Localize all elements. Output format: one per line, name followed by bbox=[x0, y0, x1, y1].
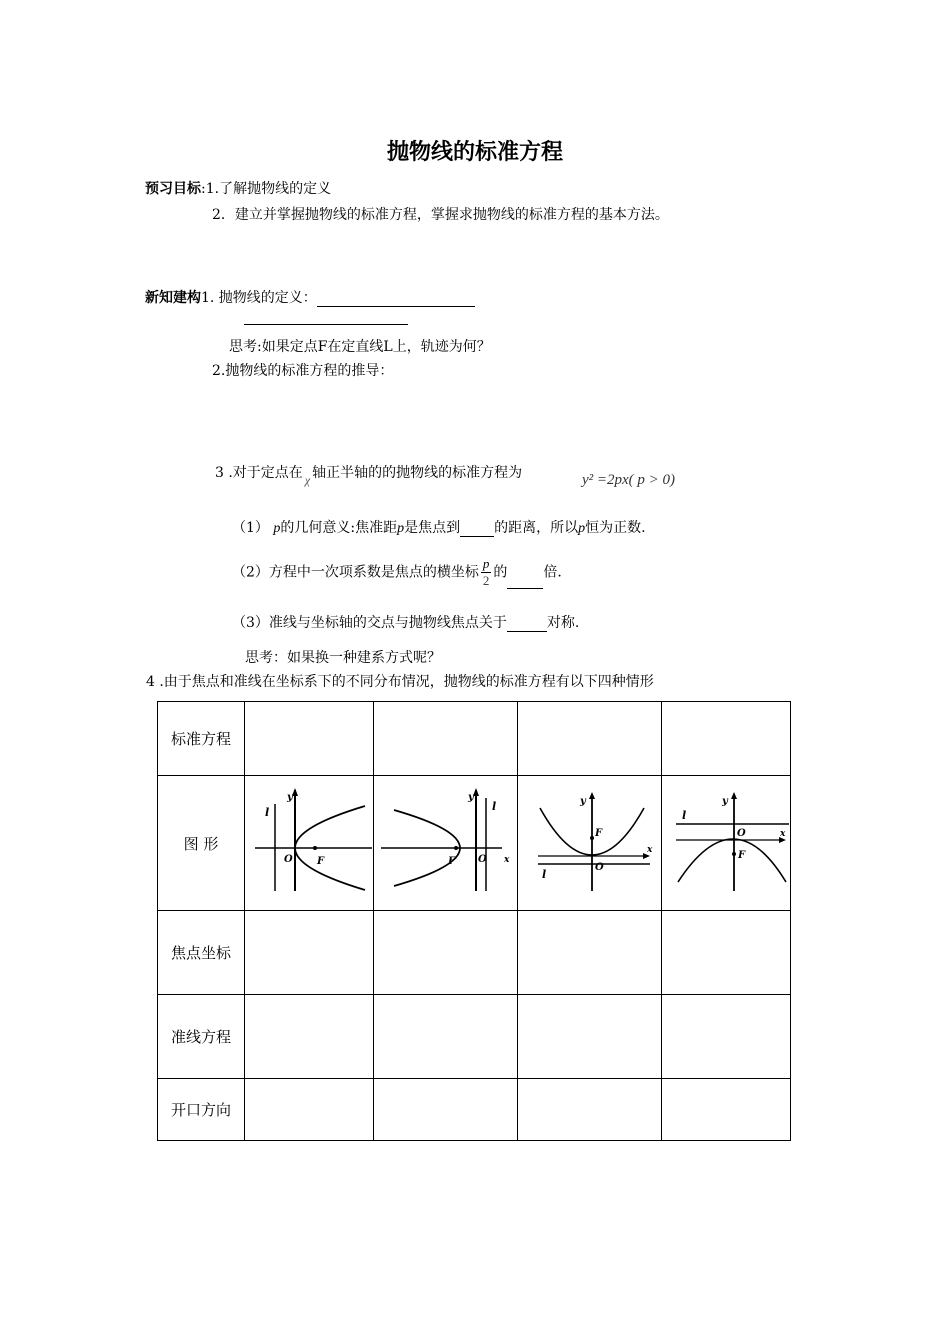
parabola-graph-right bbox=[247, 786, 372, 896]
focus-point bbox=[590, 836, 594, 840]
sub1-p: p bbox=[273, 521, 281, 536]
sub2-end: 倍. bbox=[543, 564, 562, 581]
parabola-graph-down bbox=[664, 786, 789, 896]
directrix-label: l bbox=[541, 868, 546, 881]
parabola-graph-up bbox=[520, 786, 660, 896]
graph-cell-left-opening bbox=[374, 776, 518, 911]
p-over-2-fraction bbox=[481, 556, 492, 589]
table-cell[interactable] bbox=[518, 995, 662, 1079]
row-header-focus-coordinates: 焦点坐标 bbox=[158, 911, 245, 995]
y-label: y bbox=[467, 792, 474, 803]
sub3-pre: （3）准线与坐标轴的交点与抛物线焦点关于 bbox=[232, 615, 507, 631]
sub1-p2: p bbox=[397, 521, 405, 536]
row-header-standard-equation: 标准方程 bbox=[158, 702, 245, 776]
table-cell[interactable] bbox=[245, 702, 374, 776]
table-row bbox=[158, 702, 791, 776]
preview-goal-2: 2．建立并掌握抛物线的标准方程，掌握求抛物线的标准方程的基本方法。 bbox=[212, 207, 669, 223]
sub-item-3 bbox=[232, 612, 579, 632]
x-label: x bbox=[503, 855, 509, 865]
directrix-label: l bbox=[491, 800, 496, 813]
table-cell[interactable] bbox=[518, 911, 662, 995]
derivation-label: 2.抛物线的标准方程的推导： bbox=[212, 363, 394, 379]
graph-cell-up-opening bbox=[518, 776, 662, 911]
preview-goal-1: :1.了解抛物线的定义 bbox=[201, 181, 332, 197]
table-cell[interactable] bbox=[245, 911, 374, 995]
table-cell[interactable] bbox=[245, 1079, 374, 1141]
definition-line bbox=[145, 287, 475, 307]
table-row bbox=[158, 1079, 791, 1141]
page-title: 抛物线的标准方程 bbox=[386, 140, 563, 165]
table-cell[interactable] bbox=[662, 702, 791, 776]
graph-cell-right-opening bbox=[245, 776, 374, 911]
sub1-blank[interactable] bbox=[460, 522, 494, 537]
table-row bbox=[158, 911, 791, 995]
y-label: y bbox=[721, 796, 728, 807]
item3-text-pre: 3 .对于定点在 bbox=[215, 465, 303, 481]
y-axis-arrow bbox=[589, 792, 595, 799]
table-cell[interactable] bbox=[374, 995, 518, 1079]
preview-label: 预习目标 bbox=[145, 181, 201, 197]
item-4: 4 .由于焦点和准线在坐标系下的不同分布情况，抛物线的标准方程有以下四种情形 bbox=[146, 674, 654, 690]
focus-point bbox=[313, 846, 317, 850]
item3-x-var: χ bbox=[304, 473, 311, 487]
sub1-post: 的距离，所以 bbox=[494, 520, 579, 536]
focus-label: F bbox=[594, 828, 602, 839]
x-label: x bbox=[779, 829, 785, 839]
sub3-end: 对称. bbox=[546, 615, 580, 631]
y-label: y bbox=[286, 792, 293, 803]
sub1-mid2: 是焦点到 bbox=[404, 520, 461, 536]
focus-label: F bbox=[737, 850, 745, 861]
fraction-numerator: p bbox=[482, 556, 490, 571]
definition-label: 1. 抛物线的定义： bbox=[201, 290, 317, 306]
new-knowledge-label: 新知建构 bbox=[145, 290, 201, 306]
y-axis-arrow bbox=[292, 788, 298, 796]
standard-equation bbox=[582, 472, 675, 489]
sub1-mid: 的几何意义:焦准距 bbox=[280, 520, 398, 536]
row-header-opening-direction: 开口方向 bbox=[158, 1079, 245, 1141]
parabola-table bbox=[157, 701, 791, 1141]
row-header-directrix-equation: 准线方程 bbox=[158, 995, 245, 1079]
y-axis-arrow bbox=[473, 788, 479, 796]
table-cell[interactable] bbox=[662, 1079, 791, 1141]
sub2-blank[interactable] bbox=[507, 574, 543, 589]
graph-cell-down-opening bbox=[662, 776, 791, 911]
origin-label: O bbox=[594, 862, 604, 873]
y-label: y bbox=[579, 796, 586, 807]
table-cell[interactable] bbox=[374, 911, 518, 995]
table-cell[interactable] bbox=[245, 995, 374, 1079]
directrix-label: l bbox=[264, 806, 269, 819]
origin-label: O bbox=[477, 854, 487, 865]
table-cell[interactable] bbox=[374, 1079, 518, 1141]
definition-blank-2[interactable] bbox=[244, 310, 408, 325]
table-row bbox=[158, 776, 791, 911]
fraction-denominator: 2 bbox=[482, 573, 490, 588]
sub1-p3: p bbox=[578, 521, 586, 536]
table-cell[interactable] bbox=[518, 702, 662, 776]
directrix-label: l bbox=[681, 809, 686, 822]
focus-point bbox=[454, 846, 458, 850]
table-cell[interactable] bbox=[518, 1079, 662, 1141]
table-cell[interactable] bbox=[374, 702, 518, 776]
item3-line bbox=[215, 462, 523, 487]
origin-label: O bbox=[736, 828, 746, 839]
table-row bbox=[158, 995, 791, 1079]
origin-label: O bbox=[283, 854, 293, 865]
table-cell[interactable] bbox=[662, 995, 791, 1079]
standard-equation-text: y² =2px( p > 0) bbox=[582, 472, 676, 488]
sub-item-1 bbox=[232, 517, 646, 537]
row-header-graph: 图 形 bbox=[158, 776, 245, 911]
table-cell[interactable] bbox=[662, 911, 791, 995]
focus-point bbox=[732, 852, 736, 856]
definition-blank-1[interactable] bbox=[317, 292, 475, 307]
focus-label: F bbox=[316, 856, 324, 867]
sub3-blank[interactable] bbox=[507, 617, 547, 632]
think-2: 思考：如果换一种建系方式呢？ bbox=[245, 650, 441, 666]
parabola-curve bbox=[678, 839, 786, 882]
y-axis-arrow bbox=[731, 792, 737, 799]
sub1-end: 恒为正数. bbox=[585, 520, 646, 536]
sub2-pre: （2）方程中一次项系数是焦点的横坐标 bbox=[232, 564, 479, 581]
preview-goal-line-1 bbox=[145, 178, 331, 198]
item3-text-post: 轴正半轴的的抛物线的标准方程为 bbox=[312, 465, 523, 481]
sub1-pre: （1） bbox=[232, 520, 269, 536]
think-1: 思考:如果定点F在定直线L上，轨迹为何？ bbox=[229, 339, 491, 355]
focus-label: F bbox=[447, 856, 455, 867]
sub2-mid: 的 bbox=[493, 564, 508, 581]
x-label: x bbox=[646, 845, 652, 855]
parabola-graph-left bbox=[376, 786, 516, 896]
sub-item-2 bbox=[232, 556, 562, 589]
